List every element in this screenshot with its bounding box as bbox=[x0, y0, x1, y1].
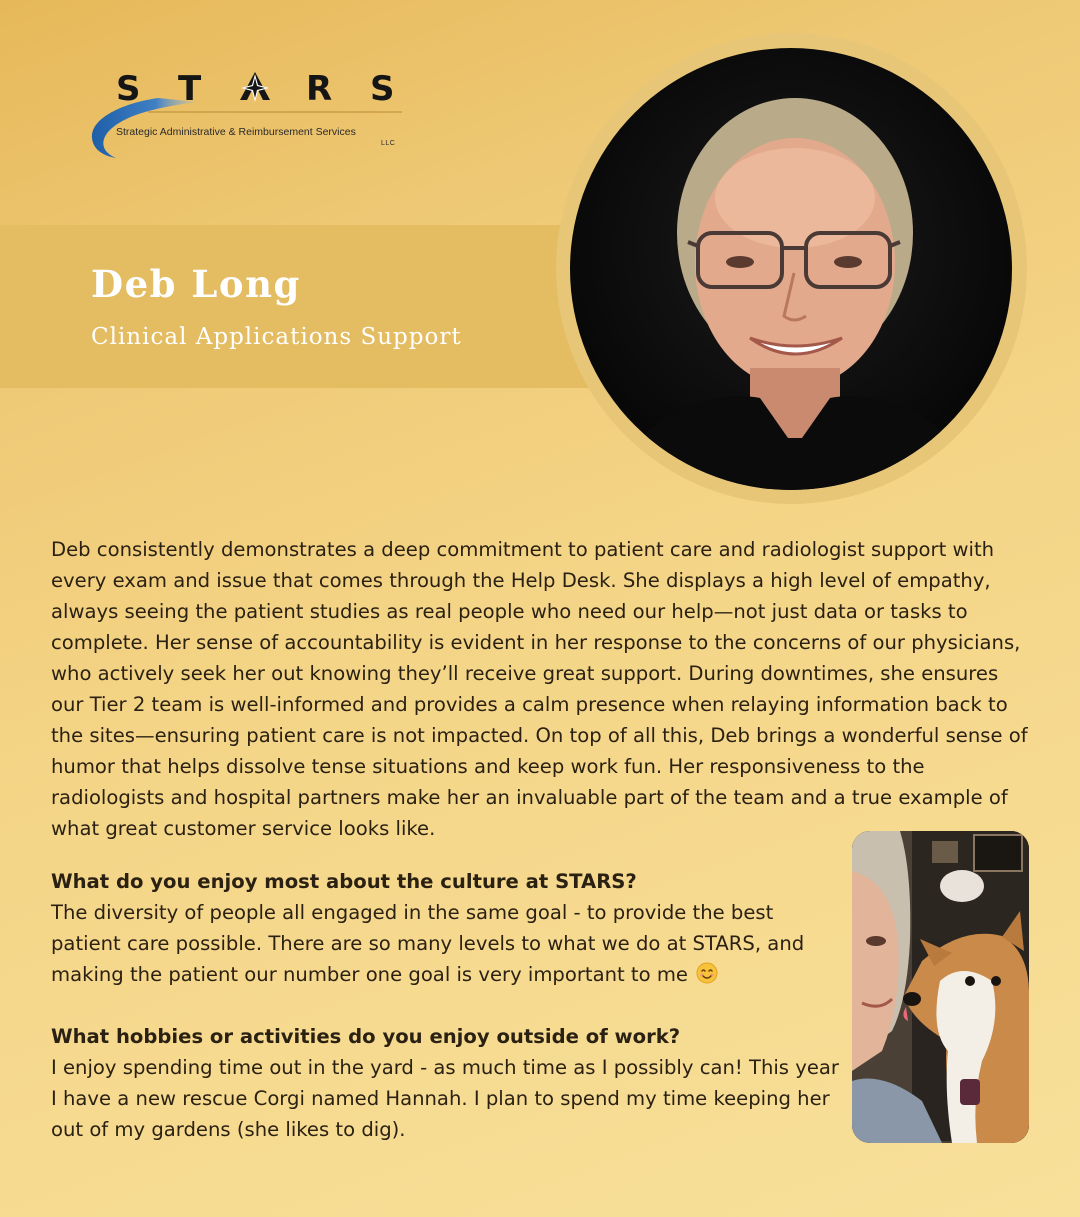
qa-answer-wrapper bbox=[51, 897, 841, 990]
svg-text:T: T bbox=[178, 69, 202, 109]
qa-answer: I enjoy spending time out in the yard - as much time as I possibly can! This year I have a new rescue Corgi named Hannah. I plan to spend my time keeping her out of my gardens (she likes to dig). bbox=[51, 1056, 839, 1141]
smiling-face-icon bbox=[696, 962, 718, 984]
logo-llc: LLC bbox=[381, 140, 396, 147]
portrait-photo bbox=[570, 48, 1012, 490]
pet-photo bbox=[852, 831, 1029, 1143]
qa-answer: The diversity of people all engaged in the same goal - to provide the best patient care possible. There are so many levels to what we do at STARS, and making the patient our number one goal is very important to me bbox=[51, 901, 805, 986]
logo-swoosh-icon bbox=[88, 68, 418, 168]
qa-culture bbox=[51, 866, 841, 990]
svg-text:S: S bbox=[116, 69, 141, 109]
svg-text:S: S bbox=[370, 69, 395, 109]
company-logo bbox=[88, 68, 418, 168]
qa-question: What hobbies or activities do you enjoy outside of work? bbox=[51, 1025, 681, 1048]
employee-name: Deb Long bbox=[91, 262, 301, 306]
qa-hobbies bbox=[51, 1021, 841, 1145]
svg-text:R: R bbox=[306, 69, 333, 109]
qa-question: What do you enjoy most about the culture at STARS? bbox=[51, 870, 637, 893]
name-banner bbox=[0, 225, 640, 388]
summary-paragraph: Deb consistently demonstrates a deep commitment to patient care and radiologist support with every exam and issue that comes through the Help Desk. She displays a high level of empathy, always seeing the patient studies as real people who need our help—not just data or tasks to complete. Her sense of accountability is evident in her response to the concerns of our physicians, who actively seek her out knowing they’ll receive great support. During downtimes, she ensures our Tier 2 team is well-informed and provides a calm presence when relaying information back to the sites—ensuring patient care is not impacted. On top of all this, Deb brings a wonderful sense of humor that helps dissolve tense situations and keep work fun. Her responsiveness to the radiologists and hospital partners make her an invaluable part of the team and a true example of what great customer service looks like. bbox=[51, 538, 1028, 840]
logo-subtitle: Strategic Administrative & Reimbursement Services bbox=[116, 126, 356, 138]
employee-role: Clinical Applications Support bbox=[91, 324, 462, 350]
